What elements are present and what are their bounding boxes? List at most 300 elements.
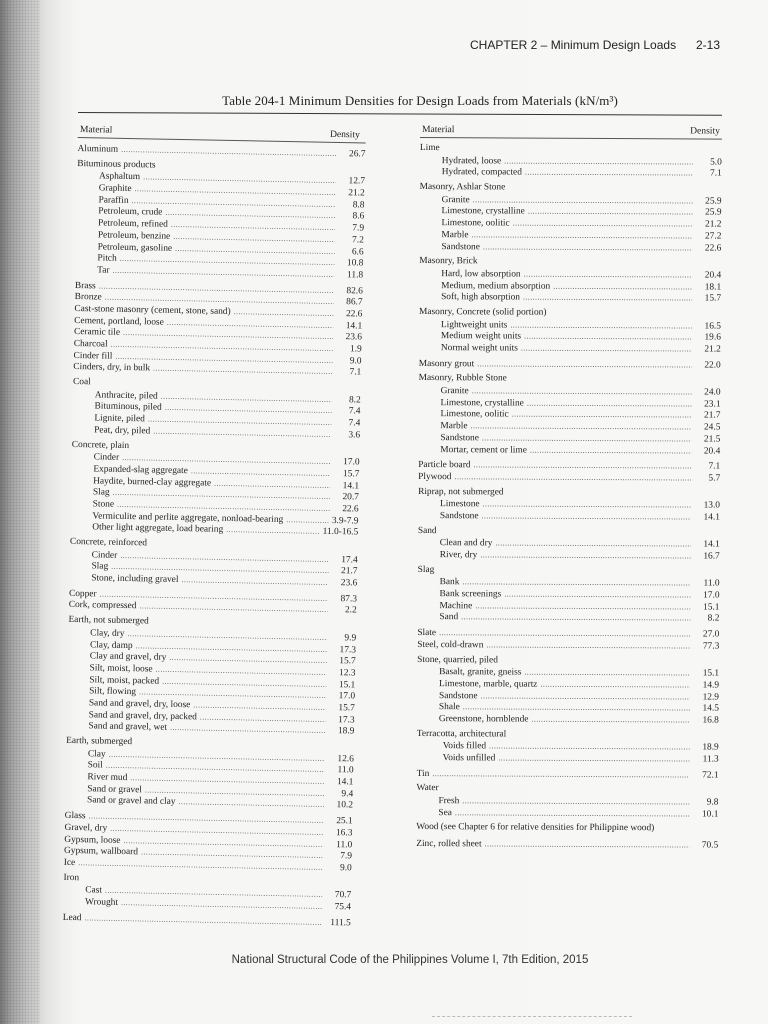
density-value: 11.8 (346, 270, 364, 281)
material-name: Machine (439, 600, 473, 612)
material-name: Voids filled (442, 741, 487, 752)
category-heading-row (417, 729, 719, 742)
material-row (418, 443, 720, 456)
material-row (419, 280, 721, 293)
density-value: 11.0-16.5 (322, 527, 359, 538)
material-name: Limestone, crystalline (440, 397, 524, 409)
density-value: 14.1 (703, 539, 720, 550)
material-row (77, 143, 365, 160)
material-name: Voids unfilled (442, 753, 496, 764)
density-value: 15.7 (704, 293, 722, 304)
category-heading-row (419, 307, 721, 320)
density-value: 17.3 (339, 644, 357, 655)
material-name: Earth, not submerged (68, 615, 149, 627)
density-value: 21.7 (704, 410, 721, 422)
material-name: Petroleum, benzine (97, 230, 171, 242)
density-value: 8.2 (348, 395, 361, 406)
dot-leader (524, 268, 693, 281)
material-name: Sand or gravel and clay (86, 795, 176, 808)
density-value: 22.6 (704, 242, 722, 254)
density-value: 82.6 (346, 285, 363, 297)
material-row (420, 205, 722, 218)
density-value: 3.6 (348, 430, 361, 441)
material-name: Petroleum, gasoline (97, 241, 173, 254)
dot-leader (553, 280, 692, 292)
density-value: 25.9 (705, 207, 722, 219)
material-name: Masonry grout (418, 358, 475, 369)
dot-leader (482, 432, 692, 445)
dot-leader (472, 385, 692, 398)
dot-leader (84, 912, 321, 928)
dot-leader (170, 722, 326, 737)
density-value: 13.0 (703, 500, 721, 511)
density-value: 15.7 (338, 703, 355, 714)
dot-leader (523, 292, 692, 305)
left-rows (63, 143, 366, 929)
dot-leader (527, 397, 692, 410)
density-value: 16.5 (704, 321, 721, 332)
page-footer: National Structural Code of the Philippines Volume I, 7th Edition, 2015 (231, 954, 589, 966)
density-value: 17.0 (338, 691, 356, 702)
material-name: Water (416, 783, 439, 794)
density-value: 18.9 (337, 726, 355, 737)
material-row (420, 194, 722, 207)
density-value: 21.7 (340, 566, 358, 577)
dot-leader (498, 752, 689, 765)
density-value: 7.1 (349, 367, 362, 378)
chapter-title: CHAPTER 2 – Minimum Design Loads (470, 38, 677, 52)
material-name: Silt, moist, loose (89, 663, 153, 675)
material-name: Bituminous products (77, 158, 156, 171)
density-value: 10.8 (346, 258, 364, 269)
dot-leader (524, 667, 690, 680)
material-row (419, 240, 721, 253)
material-name: Lime (419, 142, 440, 154)
material-name: Greenstone, hornblende (438, 714, 529, 725)
material-name: Haydite, burned-clay aggregate (93, 475, 212, 489)
density-value: 9.8 (706, 797, 719, 808)
material-row (417, 678, 719, 691)
material-name: Hydrated, loose (441, 155, 502, 167)
density-value: 9.4 (341, 788, 354, 800)
material-row (418, 498, 720, 511)
density-value: 9.0 (339, 863, 352, 874)
density-value: 7.1 (708, 461, 721, 472)
density-value: 14.9 (702, 680, 720, 691)
material-name: Zinc, rolled sheet (416, 839, 482, 850)
dot-leader (531, 714, 689, 727)
table-top-rule (78, 112, 722, 116)
material-name: Cinders, dry, in bulk (73, 362, 151, 374)
material-row (418, 549, 720, 562)
density-value: 7.1 (709, 168, 722, 179)
material-name: Charcoal (73, 338, 108, 350)
dot-leader (455, 807, 690, 820)
material-row (63, 911, 351, 928)
category-heading-row (419, 373, 721, 386)
density-value: 9.0 (349, 355, 362, 367)
material-name: Paraffin (98, 195, 129, 206)
material-name: Aluminum (77, 143, 119, 155)
density-header: Density (690, 125, 720, 137)
material-name: Slag (417, 564, 435, 575)
density-value: 15.1 (338, 679, 356, 690)
material-row (417, 666, 719, 679)
material-row (419, 319, 721, 332)
material-row (419, 397, 721, 410)
density-value: 14.1 (336, 777, 354, 788)
material-name: Limestone, oolitic (440, 409, 509, 420)
density-value: 75.4 (334, 902, 352, 913)
material-row (416, 807, 718, 820)
material-name: Brass (74, 280, 96, 291)
density-value: 16.7 (703, 551, 720, 562)
density-value: 7.9 (352, 223, 365, 234)
density-value: 20.7 (342, 492, 359, 503)
material-row (418, 408, 720, 421)
density-value: 27.0 (702, 629, 720, 640)
density-value: 12.6 (337, 753, 354, 765)
material-name: Petroleum, refined (97, 218, 168, 230)
material-name: Slate (417, 628, 437, 639)
material-name: Bank screenings (439, 589, 502, 600)
density-value: 15.1 (702, 668, 720, 679)
density-value: 19.6 (704, 332, 721, 343)
material-row (417, 752, 719, 765)
material-name: Sandstone (441, 241, 480, 252)
density-value: 23.6 (345, 332, 363, 343)
material-row (418, 432, 720, 445)
material-name: Expanded-slag aggregate (93, 464, 188, 477)
material-row (418, 420, 720, 433)
dot-leader (432, 768, 689, 781)
dot-leader (481, 510, 691, 523)
dot-leader (510, 319, 692, 332)
material-row (419, 229, 721, 242)
density-value: 16.8 (702, 715, 719, 726)
material-name: Glass (64, 810, 86, 822)
material-row (417, 768, 719, 781)
material-name: Soft, high absorption (441, 292, 521, 303)
material-name: Cinder fill (73, 350, 113, 362)
material-name: Clay, damp (89, 639, 133, 651)
dot-leader (226, 524, 320, 537)
dot-leader (495, 538, 690, 551)
dot-leader (504, 155, 693, 168)
material-name: Shale (438, 702, 460, 713)
density-value: 1.9 (349, 344, 362, 355)
dot-leader (540, 679, 690, 691)
density-value: 14.5 (702, 703, 719, 714)
density-value: 26.7 (348, 149, 366, 160)
material-name: Sand or gravel (87, 784, 142, 796)
material-name: Stone, quarried, piled (417, 654, 498, 665)
category-heading-row (419, 256, 721, 269)
material-name: Medium, medium absorption (441, 280, 551, 292)
density-value: 21.2 (705, 219, 722, 230)
density-value: 16.3 (335, 827, 353, 839)
material-name: Tar (97, 265, 110, 276)
material-name: Basalt, granite, gneiss (439, 667, 522, 678)
material-name: Ceramic tile (73, 327, 121, 339)
material-name: Ice (63, 857, 76, 868)
density-value: 12.7 (348, 176, 366, 187)
density-value: 87.3 (340, 593, 358, 605)
material-name: Cast-stone masonry (cement, stone, sand) (74, 303, 231, 317)
material-name: Soil (87, 760, 103, 771)
material-name: Fresh (438, 796, 460, 807)
dot-leader (524, 331, 692, 344)
material-name: Copper (68, 588, 97, 600)
material-name: Cast (85, 885, 103, 896)
material-name: Clay (87, 748, 106, 760)
dot-leader (521, 343, 692, 356)
material-name: Gravel, dry (64, 822, 108, 834)
material-name: Concrete, plain (71, 439, 130, 451)
material-name: Medium weight units (440, 331, 522, 342)
material-row (419, 217, 721, 230)
material-name: Bronze (74, 292, 102, 303)
material-name: Limestone (439, 499, 480, 510)
material-row (420, 166, 722, 179)
density-value: 25.1 (336, 816, 353, 827)
page-number: 2-13 (695, 38, 720, 52)
material-name: Sandstone (439, 511, 479, 522)
scan-edge-mark (432, 1016, 632, 1017)
material-row (416, 838, 718, 851)
material-name: River mud (87, 772, 128, 784)
material-name: Lightweight units (440, 319, 508, 331)
density-value: 24.5 (703, 422, 721, 433)
material-name: Hard, low absorption (441, 268, 521, 280)
material-row (417, 713, 719, 726)
density-value: 8.8 (352, 200, 365, 211)
book-spine-shadow (0, 0, 40, 1024)
material-name: Coal (72, 377, 91, 388)
dot-leader (513, 218, 693, 231)
density-value: 22.0 (704, 360, 721, 371)
density-value: 10.1 (701, 809, 719, 820)
dot-leader (528, 206, 693, 219)
material-name: Clay, dry (90, 628, 125, 639)
material-row (419, 268, 721, 281)
running-head (470, 38, 720, 52)
material-name: Limestone, oolitic (441, 218, 510, 229)
dot-leader (153, 363, 332, 378)
material-name: Marble (441, 229, 469, 241)
density-value: 3.9-7.9 (331, 515, 359, 527)
material-name: Iron (63, 872, 80, 883)
material-name: Pitch (97, 253, 117, 264)
material-name: Sandstone (440, 432, 479, 444)
material-name: Sandstone (438, 690, 478, 701)
material-name: Stone, including gravel (91, 573, 179, 586)
density-value: 24.0 (704, 387, 721, 398)
material-header: Material (421, 124, 455, 136)
material-name: Bank (439, 577, 460, 588)
dot-leader (181, 574, 328, 589)
material-row (419, 330, 721, 343)
material-name: Granite (440, 386, 469, 397)
density-value: 86.7 (346, 297, 363, 308)
right-column (416, 124, 722, 851)
material-name: Sand and gravel, dry, loose (88, 698, 191, 711)
material-header: Material (79, 124, 113, 136)
density-value: 20.4 (703, 445, 721, 457)
material-row (418, 510, 720, 523)
material-name: Sea (438, 807, 452, 818)
category-heading-row (418, 487, 720, 500)
material-name: Particle board (418, 460, 471, 471)
density-value: 17.0 (703, 590, 720, 601)
density-value: 11.3 (702, 754, 719, 765)
density-value: 2.2 (344, 605, 357, 616)
density-value: 18.1 (704, 282, 722, 293)
density-value: 15.7 (339, 656, 356, 667)
material-row (419, 291, 721, 304)
material-name: Silt, flowing (89, 686, 137, 698)
material-name: Asphaltum (98, 171, 141, 183)
material-name: Lead (62, 912, 82, 923)
material-name: Concrete, reinforced (69, 536, 148, 549)
material-name: Normal weight units (440, 343, 518, 354)
material-name: Plywood (418, 471, 452, 483)
material-name: Sand and gravel, dry, packed (88, 709, 197, 723)
dot-leader (530, 444, 691, 457)
density-value: 5.0 (710, 157, 722, 168)
dot-leader (454, 471, 691, 484)
material-name: Cork, compressed (68, 600, 137, 612)
density-value: 11.0 (336, 839, 353, 850)
material-row (418, 537, 720, 550)
dot-leader (121, 144, 337, 160)
density-value: 14.1 (345, 320, 363, 332)
material-row (419, 385, 721, 398)
density-value: 14.1 (342, 480, 360, 492)
material-name: Cement, portland, loose (74, 315, 164, 328)
material-name: Limestone, marble, quartz (439, 678, 538, 690)
material-name: Clean and dry (439, 538, 493, 549)
density-value: 8.2 (707, 613, 720, 625)
material-name: Mortar, cement or lime (440, 444, 527, 456)
density-value: 5.7 (708, 473, 721, 484)
dot-leader (512, 409, 692, 422)
material-name: Vermiculite and perlite aggregate, nonload-bearing (92, 510, 284, 525)
density-header: Density (329, 128, 360, 141)
dot-leader (477, 358, 692, 371)
material-name: Sand and gravel, wet (88, 721, 168, 734)
left-column (63, 124, 366, 929)
material-name: Marble (440, 421, 468, 432)
material-name: River, dry (439, 550, 478, 561)
material-name: Cinder (93, 452, 120, 464)
density-value: 12.9 (702, 692, 720, 703)
density-value: 9.9 (344, 633, 357, 644)
density-value: 111.5 (330, 917, 351, 929)
dot-leader (463, 701, 690, 714)
density-value: 20.4 (704, 270, 722, 281)
material-name: Steel, cold-drawn (417, 639, 484, 651)
material-name: Gypsum, loose (64, 834, 121, 846)
material-name: Limestone, crystalline (441, 206, 525, 217)
density-value: 23.6 (340, 578, 358, 589)
material-name: Lignite, piled (94, 413, 145, 425)
material-row (417, 611, 719, 624)
material-name: Wrought (84, 897, 119, 908)
material-name: Earth, submerged (66, 735, 133, 748)
material-name: Masonry, Concrete (solid portion) (418, 306, 547, 318)
density-value: 17.3 (338, 714, 355, 726)
material-name: Clay and gravel, dry (89, 651, 167, 663)
material-name: Peat, dry, piled (94, 425, 151, 437)
dot-leader (121, 897, 322, 913)
density-value: 15.1 (703, 602, 720, 613)
material-name: Slag (92, 487, 110, 498)
density-value: 17.4 (341, 554, 358, 566)
material-name: Slag (91, 561, 109, 573)
category-heading-row (416, 822, 718, 835)
material-name: Sand (417, 525, 437, 536)
dot-leader (489, 741, 690, 754)
material-name: Masonry, Ashlar Stone (419, 182, 506, 193)
density-value: 17.0 (343, 457, 360, 468)
table-title: Table 204-1 Minimum Densities for Design Loads from Materials (kN/m³) (222, 93, 618, 108)
material-name: Sand (439, 612, 459, 623)
dot-leader (178, 796, 324, 810)
dot-leader (504, 589, 690, 602)
header-rule (420, 137, 722, 140)
density-value: 21.2 (348, 188, 365, 199)
dot-leader (439, 627, 690, 640)
dot-leader (139, 601, 327, 616)
category-heading-row (420, 182, 722, 195)
material-row (418, 576, 720, 589)
density-value: 7.2 (352, 235, 364, 246)
material-row (418, 471, 720, 484)
dot-leader (480, 549, 690, 562)
material-row (417, 627, 719, 640)
material-name: Graphite (98, 183, 132, 195)
density-value: 15.7 (342, 469, 360, 480)
dot-leader (473, 194, 693, 207)
material-row (419, 342, 721, 355)
density-value: 77.3 (702, 641, 720, 652)
material-name: Anthracite, piled (94, 390, 158, 402)
density-value: 21.2 (704, 344, 721, 355)
material-name: Petroleum, crude (98, 206, 163, 219)
density-value: 21.5 (703, 434, 721, 445)
dot-leader (286, 514, 329, 527)
material-name: Wood (see Chapter 6 for relative densities for Philippine wood) (416, 822, 655, 834)
material-row (417, 639, 719, 652)
material-name: Hydrated, compacted (441, 167, 522, 178)
material-name: Masonry, Brick (419, 256, 478, 267)
dot-leader (483, 241, 693, 254)
dot-leader (461, 612, 690, 625)
density-value: 6.6 (351, 246, 364, 258)
density-value: 8.6 (352, 211, 365, 222)
density-value: 27.2 (704, 231, 722, 242)
density-value: 72.1 (702, 770, 719, 781)
material-name: Tin (416, 768, 430, 779)
dot-leader (486, 639, 690, 652)
material-name: Stone (92, 499, 115, 510)
density-value: 10.2 (336, 800, 354, 811)
density-value: 22.6 (342, 504, 359, 515)
density-value: 11.0 (703, 578, 720, 589)
material-row (417, 740, 719, 753)
dot-leader (462, 577, 690, 590)
